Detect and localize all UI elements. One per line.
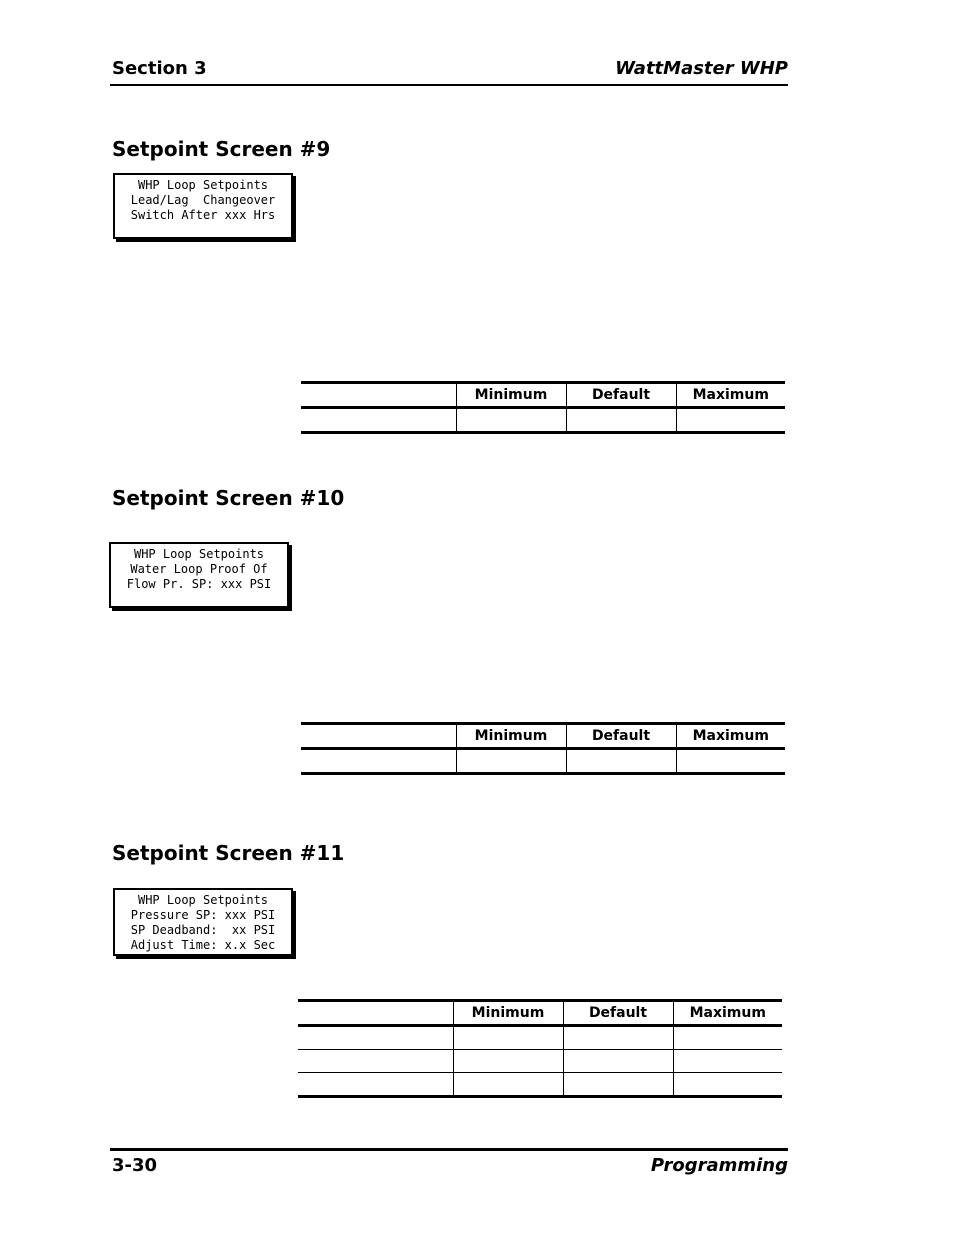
table-cell [456,749,566,774]
table-row [298,1050,782,1073]
lcd-line: Switch After xxx Hrs [130,208,276,222]
lcd-display-screen-10 [109,542,289,608]
table-row [301,408,785,433]
table-cell [298,1026,453,1050]
table-cell [673,1026,782,1050]
table-cell [566,749,676,774]
lcd-line: WHP Loop Setpoints [137,178,269,192]
column-header-minimum: Minimum [453,1001,563,1026]
table-cell [453,1026,563,1050]
lcd-line: Flow Pr. SP: xxx PSI [126,577,272,591]
table-cell [676,408,785,433]
setpoint-screen-11-title: Setpoint Screen #11 [112,841,345,865]
table-cell [563,1073,673,1097]
column-header-maximum: Maximum [676,383,785,408]
lcd-display-screen-11 [113,888,293,956]
column-header-default: Default [563,1001,673,1026]
table-cell [298,1050,453,1073]
lcd-line: Lead/Lag Changeover [130,193,276,207]
footer-rule [110,1148,788,1151]
table-cell [673,1073,782,1097]
table-cell [676,749,785,774]
product-title: WattMaster WHP [615,58,788,79]
table-cell [453,1050,563,1073]
setpoint-screen-10-title: Setpoint Screen #10 [112,486,345,510]
table-row [298,1026,782,1050]
table-row [298,1073,782,1097]
table-row [301,749,785,774]
table-cell [298,1073,453,1097]
table-cell [301,408,456,433]
table-cell [673,1050,782,1073]
column-header-maximum: Maximum [673,1001,782,1026]
setpoint-table-screen-10 [301,722,785,775]
column-header-minimum: Minimum [456,383,566,408]
column-header-blank [301,724,456,749]
table-cell [453,1073,563,1097]
lcd-line: SP Deadband: xx PSI [130,923,276,937]
section-label: Section 3 [112,58,207,79]
lcd-line: Adjust Time: x.x Sec [130,938,276,952]
lcd-line: WHP Loop Setpoints [137,893,269,907]
lcd-display-screen-9 [113,173,293,239]
table-cell [563,1050,673,1073]
column-header-maximum: Maximum [676,724,785,749]
setpoint-table-screen-9 [301,381,785,434]
setpoint-screen-9-title: Setpoint Screen #9 [112,137,331,161]
column-header-blank [298,1001,453,1026]
lcd-line: WHP Loop Setpoints [133,547,265,561]
column-header-default: Default [566,383,676,408]
column-header-minimum: Minimum [456,724,566,749]
table-cell [563,1026,673,1050]
table-cell [566,408,676,433]
column-header-default: Default [566,724,676,749]
column-header-blank [301,383,456,408]
table-cell [456,408,566,433]
page-number: 3-30 [112,1155,158,1176]
setpoint-table-screen-11 [298,999,782,1098]
header-rule [110,84,788,86]
lcd-line: Water Loop Proof Of [130,562,268,576]
table-cell [301,749,456,774]
lcd-line: Pressure SP: xxx PSI [130,908,276,922]
chapter-title: Programming [650,1155,788,1176]
